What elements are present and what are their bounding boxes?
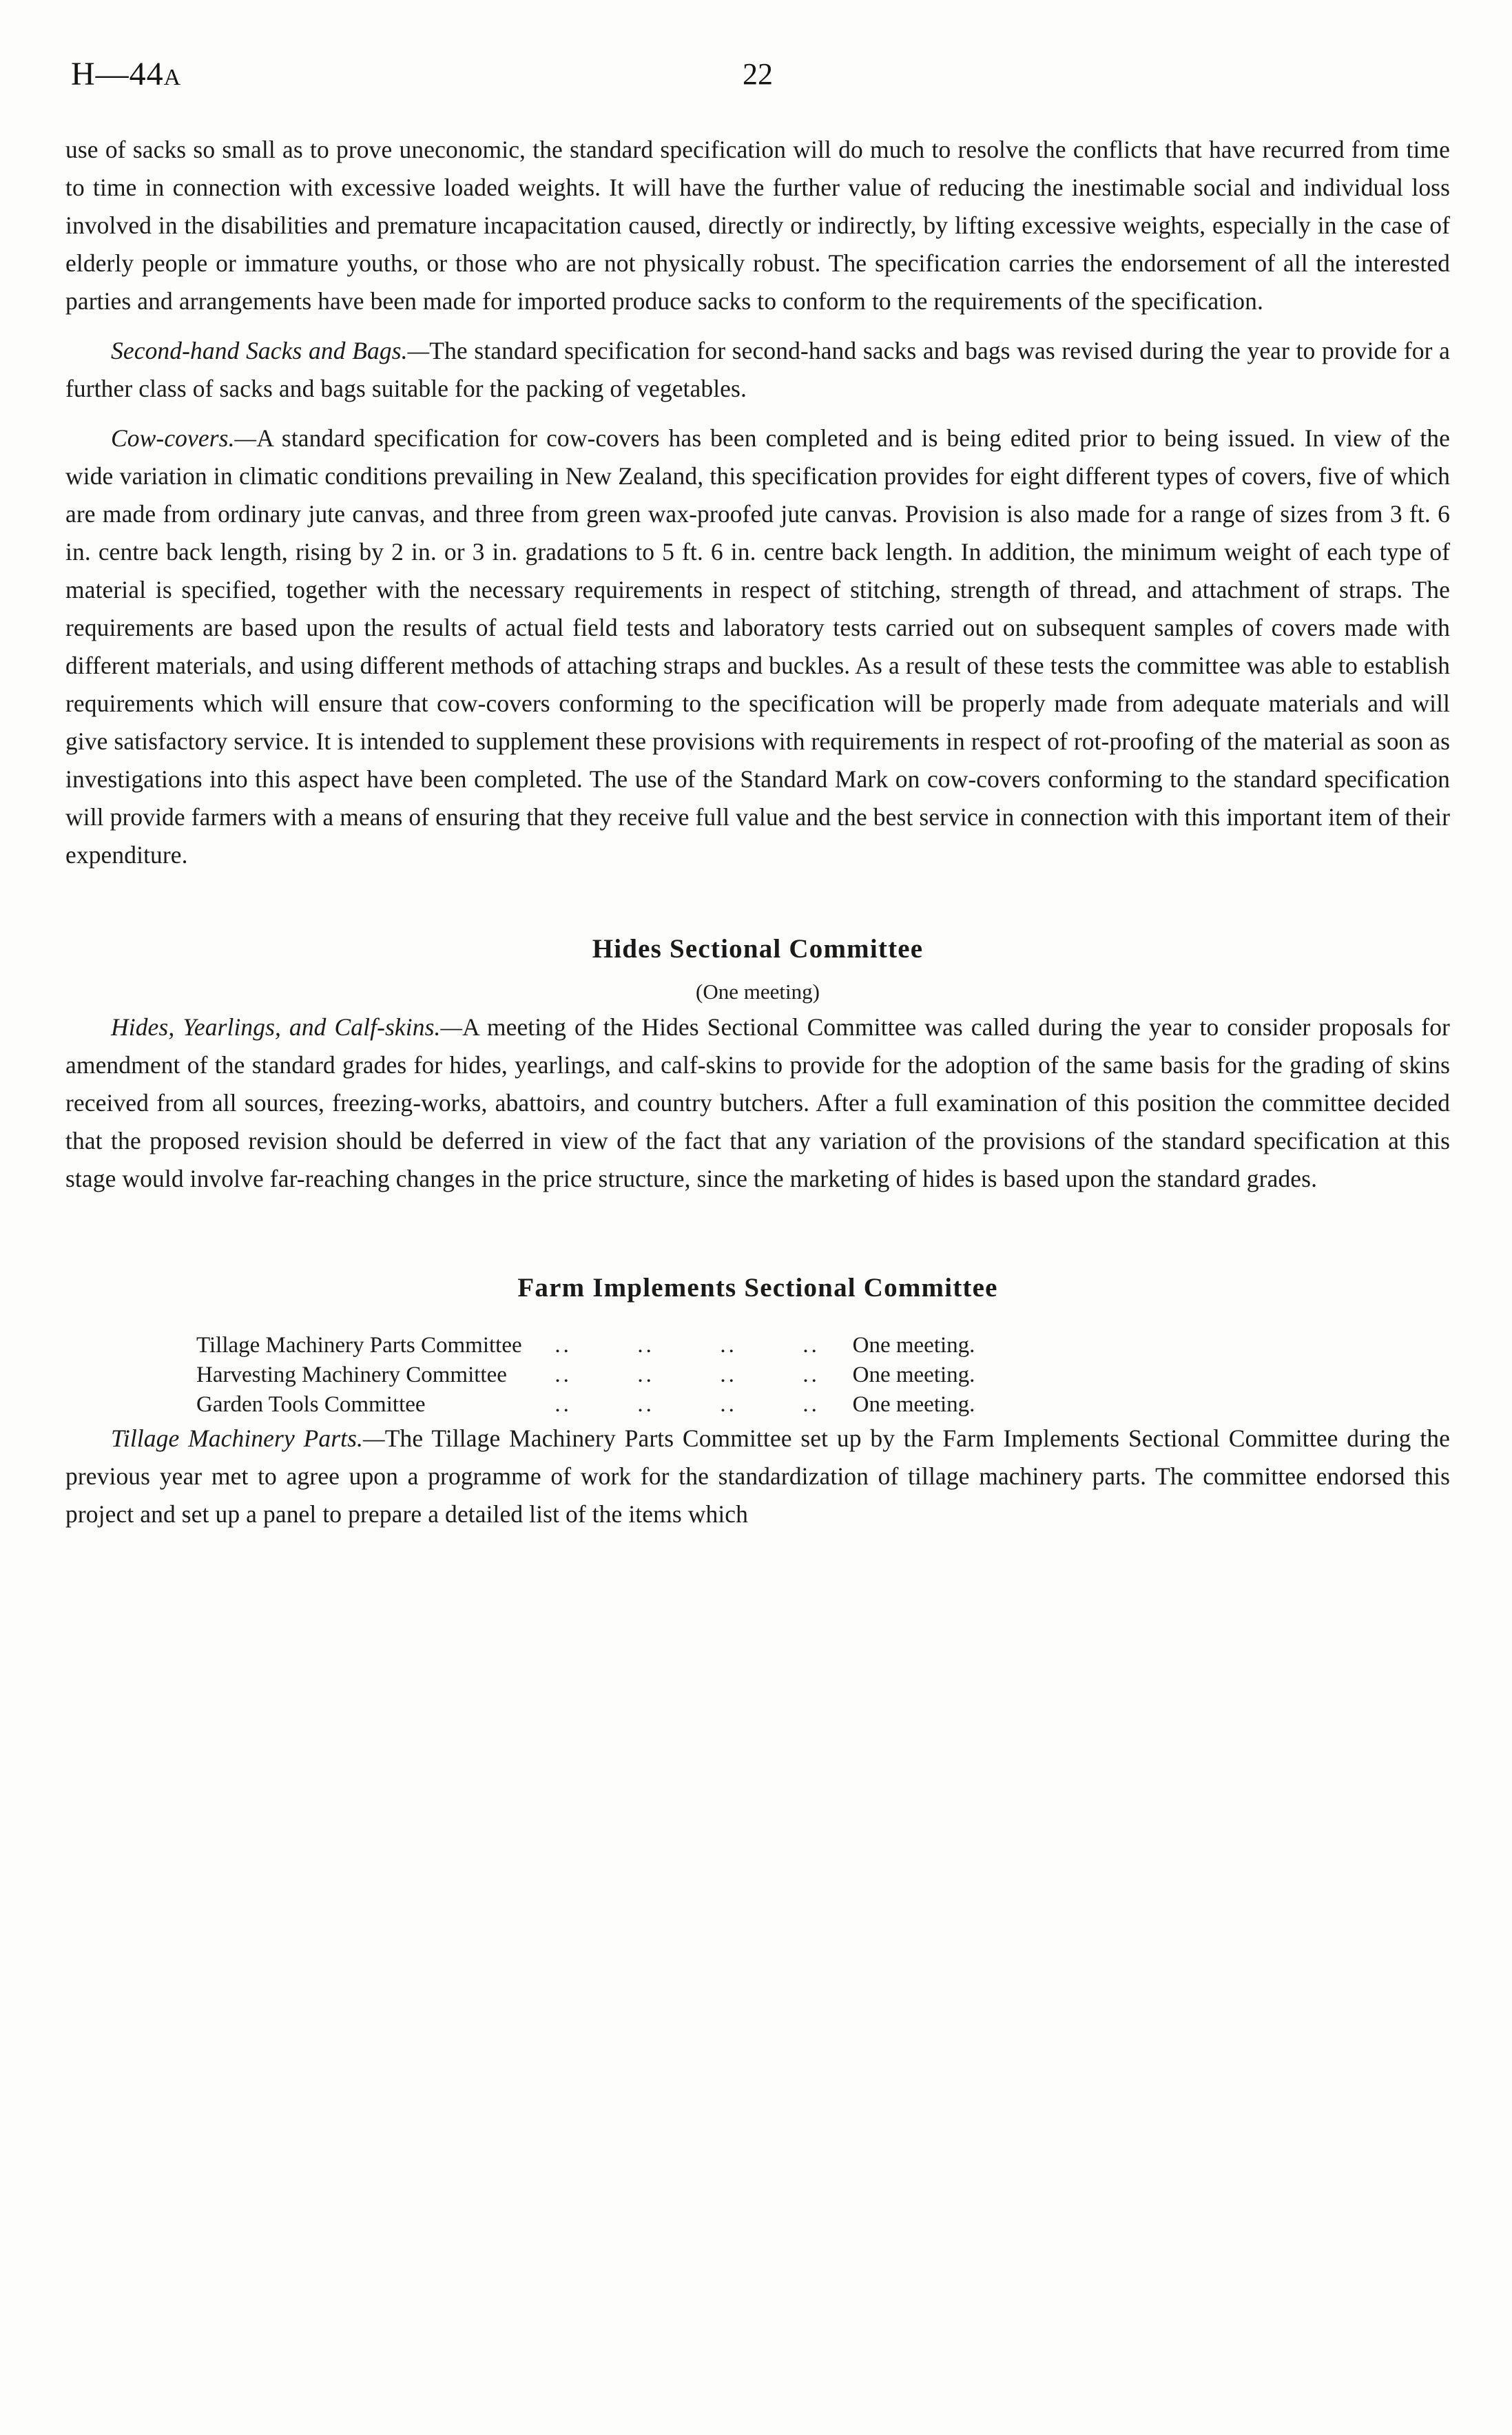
- hides-meeting-note: (One meeting): [696, 980, 820, 1004]
- paragraph-text: A meeting of the Hides Sectional Committee was called during the year to consider proposals for amendment of the standard grades for hides, yearlings, and calf-skins to provide for the adoption of the same basis for the grading of skins received from all sources, freezing-works, abattoirs, and country butchers. After a full examination of this position the committee decided that the proposed revision should be deferred in view of the fact that any variation of the provisions of the standard specification at this stage would involve far-reaching changes in the price structure, since the marketing of hides is based upon the standard grades.: [65, 1013, 1450, 1192]
- page-content: [65, 41, 1450, 1533]
- dot-leader: ..: [555, 1392, 572, 1417]
- table-row: [196, 1360, 975, 1390]
- paragraph-lead-in: Cow-covers.—: [111, 424, 257, 452]
- committee-meeting-count: One meeting.: [852, 1333, 975, 1358]
- paragraph-hides-yearlings-calfskins: [65, 1008, 1450, 1198]
- paragraph-cow-covers: [65, 419, 1450, 874]
- table-row: [196, 1331, 975, 1360]
- page-header: [65, 41, 1450, 117]
- document-reference-main: H—44: [71, 56, 164, 92]
- paragraph-text: A standard specification for cow-covers has been completed and is being edited prior to being issued. In view of the wide variation in climatic conditions prevailing in New Zealand, this specification provides for eight different types of covers, five of which are made from ordinary jute canvas, and three from green wax-proofed jute canvas. Provision is also made for a range of sizes from 3 ft. 6 in. centre back length, rising by 2 in. or 3 in. gradations to 5 ft. 6 in. centre back length. In addition, the minimum weight of each type of material is specified, together with the necessary requirements in respect of stitching, strength of thread, and attachment of straps. The requirements are based upon the results of actual field tests and laboratory tests carried out on subsequent samples of covers made with different materials, and using different methods of attaching straps and buckles. As a result of these tests the committee was able to establish requirements which will ensure that cow-covers conforming to the specification will be properly made from adequate materials and will give satisfactory service. It is intended to supplement these provisions with requirements in respect of rot-proofing of the material as soon as investigations into this aspect have been completed. The use of the Standard Mark on cow-covers conforming to the standard specification will provide farmers with a means of ensuring that they receive full value and the best service in connection with this important item of their expenditure.: [65, 424, 1450, 869]
- dot-leader: ..: [720, 1333, 737, 1358]
- table-row: [196, 1390, 975, 1420]
- dot-leader: ..: [720, 1362, 737, 1387]
- dot-leader: ..: [802, 1392, 820, 1417]
- committee-name: Harvesting Machinery Committee: [196, 1362, 507, 1387]
- dot-leader: ..: [555, 1333, 572, 1358]
- paragraph-lead-in: Hides, Yearlings, and Calf-skins.—: [111, 1013, 463, 1041]
- page-number: 22: [743, 57, 773, 91]
- committee-name: Garden Tools Committee: [196, 1392, 426, 1417]
- dot-leader: ..: [720, 1392, 737, 1417]
- committee-meeting-count: One meeting.: [852, 1362, 975, 1387]
- body-text: [65, 131, 1450, 1533]
- farm-committee-list: [196, 1331, 975, 1420]
- paragraph-text: use of sacks so small as to prove uneconomic, the standard specification will do much to resolve the conflicts that have recurred from time to time in connection with excessive loaded weights. It will have the further value of reducing the inestimable social and individual loss involved in the disabilities and premature incapacitation caused, directly or indirectly, by lifting excessive weights, especially in the case of elderly people or immature youths, or those who are not physically robust. The specification carries the endorsement of all the interested parties and arrangements have been made for imported produce sacks to conform to the requirements of the specification.: [65, 136, 1450, 315]
- paragraph-lead-in: Second-hand Sacks and Bags.—: [111, 337, 430, 364]
- dot-leader: ..: [802, 1333, 820, 1358]
- dot-leader: ..: [802, 1362, 820, 1387]
- committee-name: Tillage Machinery Parts Committee: [196, 1333, 522, 1358]
- heading-farm-implements-sectional-committee: Farm Implements Sectional Committee: [517, 1273, 998, 1303]
- dot-leader: ..: [637, 1392, 654, 1417]
- dot-leader: ..: [555, 1362, 572, 1387]
- paragraph-text: The standard specification for second-hand sacks and bags was revised during the year to provide for a further class of sacks and bags suitable for the packing of vegetables.: [65, 337, 1451, 402]
- paragraph-tillage-machinery-parts: [65, 1420, 1450, 1533]
- paragraph-continuation: [65, 131, 1450, 320]
- paragraph-lead-in: Tillage Machinery Parts.—: [111, 1424, 385, 1452]
- paragraph-second-hand-sacks: [65, 332, 1450, 408]
- dot-leader: ..: [637, 1333, 654, 1358]
- committee-meeting-count: One meeting.: [852, 1392, 975, 1417]
- document-reference-suffix: A: [163, 65, 182, 90]
- dot-leader: ..: [637, 1362, 654, 1387]
- paragraph-text: The Tillage Machinery Parts Committee set up by the Farm Implements Sectional Committee during the previous year met to agree upon a programme of work for the standardization of tillage machinery parts. The committee endorsed this project and set up a panel to prepare a detailed list of the items which: [65, 1424, 1450, 1528]
- heading-hides-sectional-committee: Hides Sectional Committee: [592, 934, 924, 964]
